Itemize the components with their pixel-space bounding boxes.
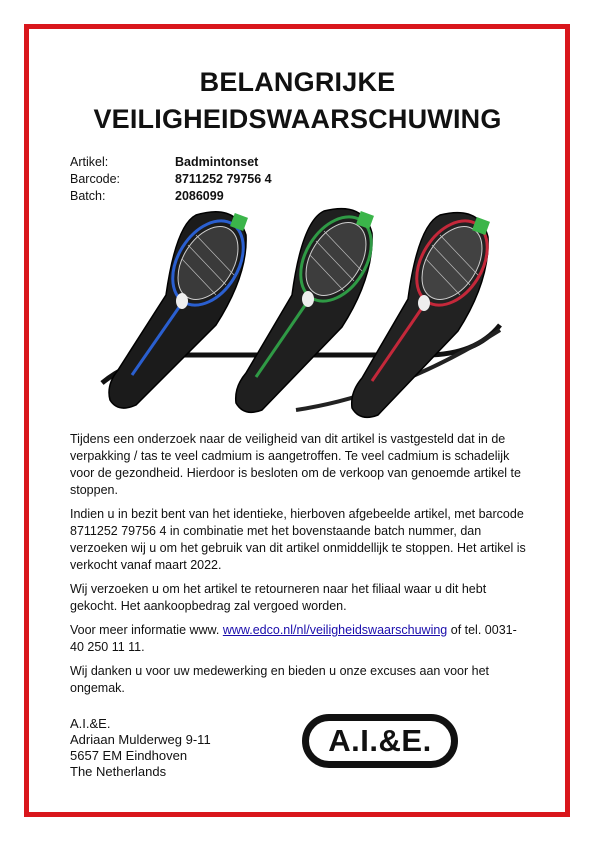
title-line-2: VEILIGHEIDSWAARSCHUWING <box>93 104 502 134</box>
batch-label: Batch: <box>70 189 106 203</box>
company-address <box>70 716 211 780</box>
contact-text-before: Voor meer informatie www. <box>70 623 223 637</box>
paragraph-contact <box>70 622 530 656</box>
article-value: Badmintonset <box>175 155 259 169</box>
address-country: The Netherlands <box>70 764 167 779</box>
detail-row-batch <box>70 188 272 205</box>
title-line-1: BELANGRIJKE <box>199 67 396 97</box>
barcode-value: 8711252 79756 4 <box>175 172 272 186</box>
badminton-set-photo-icon <box>96 205 506 427</box>
warning-body <box>70 431 530 704</box>
article-label: Artikel: <box>70 155 109 169</box>
paragraph-thanks: Wij danken u voor uw medewerking en bieden u onze excuses aan voor het ongemak. <box>70 664 490 695</box>
aie-logo <box>302 714 458 768</box>
address-company: A.I.&E. <box>70 716 111 731</box>
racket-bag-red-icon <box>352 208 502 417</box>
paragraph-instructions: Indien u in bezit bent van het identieke, hierboven afgebeelde artikel, met barcode 8711252 79756 4 in combinatie met het bovenstaande batch nummer, dan verzoeken wij u om het gebruik van dit artikel onmiddellijk te stoppen. Het artikel is verkocht vanaf maart 2022. <box>70 507 526 572</box>
detail-row-barcode <box>70 171 272 188</box>
paragraph-return: Wij verzoeken u om het artikel te retourneren naar het filiaal waar u dit hebt gekocht. Het aankoopbedrag zal vergoed worden. <box>70 582 487 613</box>
product-details <box>70 154 272 205</box>
batch-value: 2086099 <box>175 189 224 203</box>
racket-bag-blue-icon <box>109 208 258 408</box>
paragraph-findings: Tijdens een onderzoek naar de veiligheid van dit artikel is vastgesteld dat in de verpakking / tas te veel cadmium is aangetroffen. Te veel cadmium is schadelijk voor de gezondheid. Hierdoor is besloten om de verkoop van genoemde artikel te stoppen. <box>70 432 521 497</box>
address-city: 5657 EM Eindhoven <box>70 748 188 763</box>
barcode-label: Barcode: <box>70 172 121 186</box>
address-street: Adriaan Mulderweg 9-11 <box>70 732 211 747</box>
detail-row-article <box>70 154 272 171</box>
logo-text: A.I.&E. <box>302 714 458 768</box>
contact-text-after: of tel. 0031-40 250 11 11. <box>70 623 517 654</box>
info-link[interactable]: www.edco.nl/nl/veiligheidswaarschuwing <box>222 623 448 637</box>
page-title <box>0 64 595 138</box>
